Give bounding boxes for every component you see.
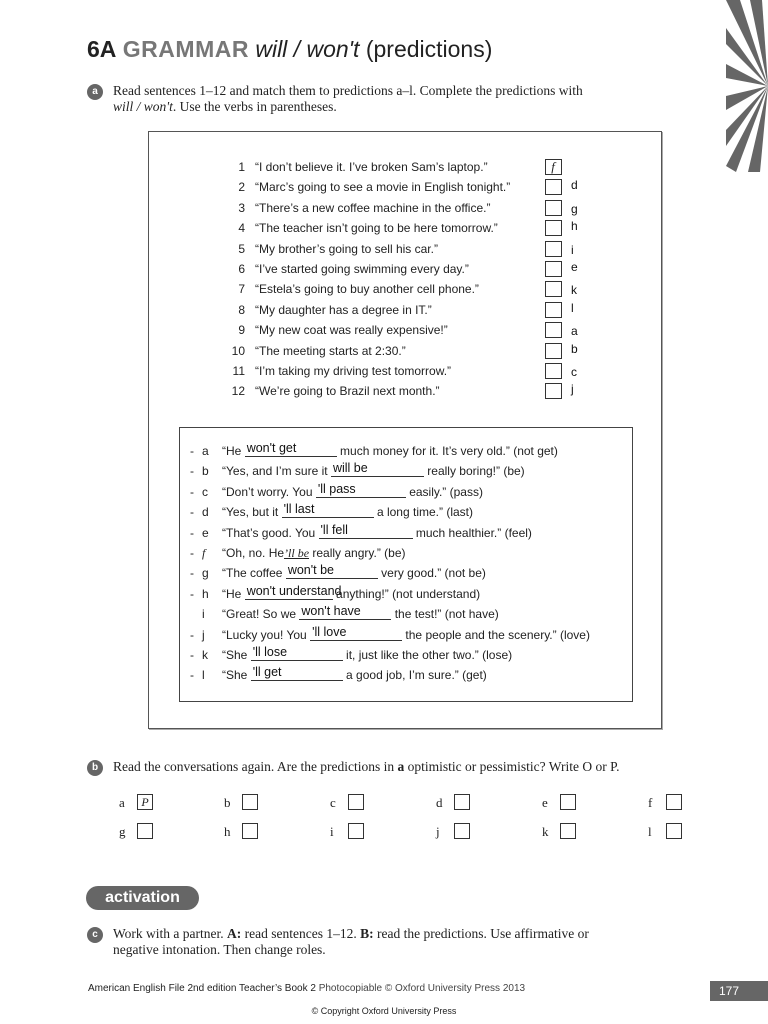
prediction-row (190, 645, 630, 665)
prediction-blank[interactable] (299, 606, 391, 620)
sentence-text: “My new coat was really expensive!” (255, 323, 448, 338)
op-letter: f (648, 795, 653, 810)
sentence-text: “There’s a new coffee machine in the office.” (255, 200, 491, 215)
op-answer-box[interactable] (242, 823, 258, 839)
prediction-answer: 'll love (312, 624, 347, 639)
sentence-row (223, 300, 563, 320)
sentence-row (223, 341, 563, 361)
sentence-text: “My daughter has a degree in IT.” (255, 302, 432, 317)
prediction-letter: g (202, 566, 209, 581)
prediction-blank[interactable] (251, 667, 343, 681)
prediction-letter: a (202, 444, 209, 458)
prediction-before: “He (222, 586, 242, 601)
prediction-before: “She (222, 648, 248, 662)
op-letter: e (542, 795, 548, 810)
instr-b-1: Read the conversations again. Are the predictions in (113, 759, 398, 774)
prediction-letter: b (202, 464, 209, 479)
prediction-dash: - (190, 484, 194, 499)
match-handwritten-answer: c (571, 365, 577, 379)
prediction-after: it, just like the other two.” (lose) (346, 648, 513, 662)
prediction-row (190, 563, 630, 583)
prediction-row (190, 604, 630, 624)
sentence-number: 6 (238, 262, 245, 276)
prediction-answer: 'll lose (252, 645, 288, 659)
prediction-dash: - (190, 668, 194, 683)
op-letter: b (224, 795, 231, 810)
match-checkbox[interactable] (545, 281, 562, 297)
instr-c-line-2: negative intonation. Then change roles. (113, 942, 326, 957)
match-handwritten-answer: g (571, 201, 578, 216)
sentence-number: 8 (238, 302, 245, 317)
op-letter: a (119, 795, 125, 810)
prediction-dash: - (190, 648, 194, 662)
prediction-after: the test!” (not have) (394, 607, 499, 622)
sentence-number: 5 (238, 241, 245, 256)
prediction-blank[interactable] (251, 647, 343, 661)
prediction-after: easily.” (pass) (409, 484, 483, 499)
prediction-letter: j (202, 627, 205, 642)
match-handwritten-answer: e (571, 260, 578, 274)
topic-rest: (predictions) (365, 36, 493, 62)
prediction-after: really angry.” (be) (309, 546, 406, 560)
prediction-answer: 'll last (283, 502, 315, 517)
instr-line-2 (113, 99, 583, 115)
prediction-blank[interactable] (316, 481, 406, 498)
prediction-letter: e (202, 525, 209, 540)
op-item (119, 794, 155, 812)
sentence-number: 1 (238, 160, 245, 174)
op-letter: i (330, 824, 334, 839)
op-answer-box[interactable] (348, 794, 364, 810)
prediction-row (190, 543, 630, 563)
prediction-answer: 'll fell (320, 522, 348, 537)
sentence-number: 3 (238, 200, 245, 215)
sentence-row (223, 320, 563, 340)
prediction-letter: h (202, 586, 209, 601)
prediction-blank[interactable] (245, 443, 337, 457)
prediction-answer: won't get (246, 441, 297, 455)
sentence-text: “Marc’s going to see a movie in English tonight.” (255, 180, 511, 195)
prediction-answer: won't have (301, 604, 361, 619)
instr-b-2: optimistic or pessimistic? Write O or P. (404, 759, 620, 774)
activation-label: activation (86, 886, 199, 910)
sentence-text: “I’m taking my driving test tomorrow.” (255, 364, 452, 378)
prediction-after: a long time.” (last) (376, 505, 473, 520)
prediction-letter: k (202, 648, 208, 662)
prediction-before: “She (222, 668, 248, 683)
match-handwritten-answer: j (571, 382, 574, 397)
op-item (330, 794, 366, 812)
match-checkbox[interactable] (545, 322, 562, 338)
prediction-before: “Yes, but it (222, 505, 279, 520)
prediction-blank[interactable] (286, 565, 378, 579)
sentence-row (223, 157, 563, 177)
prediction-blank[interactable] (331, 463, 424, 477)
match-checkbox[interactable] (545, 241, 562, 257)
prediction-letter: i (202, 607, 205, 622)
prediction-row (190, 665, 630, 685)
page-title (87, 36, 492, 63)
prediction-dash: - (190, 505, 194, 520)
footer-rest: Photocopiable © Oxford University Press 2013 (318, 983, 526, 994)
sentence-row (223, 381, 563, 401)
footer-book: American English File 2nd edition Teacher’s Book 2 (88, 983, 319, 994)
op-answer-box[interactable] (348, 823, 364, 839)
instr-line-1: Read sentences 1–12 and match them to predictions a–l. Complete the predictions with (113, 83, 583, 98)
op-item (330, 823, 366, 841)
sentence-number: 12 (231, 384, 245, 399)
sentence-text: “We’re going to Brazil next month.” (255, 384, 440, 399)
prediction-before: “Oh, no. He (222, 546, 285, 560)
prediction-answer: 'll get (252, 665, 282, 680)
topic-italic: will / won't (255, 36, 360, 62)
prediction-after: very good.” (not be) (381, 566, 486, 581)
prediction-dash: - (190, 444, 194, 458)
prediction-row (190, 625, 630, 645)
op-letter: l (648, 824, 652, 839)
op-item (119, 823, 155, 841)
exercise-b-instructions (113, 759, 620, 775)
op-answer-box[interactable] (666, 823, 682, 839)
sentence-row (223, 361, 563, 381)
prediction-dash: - (190, 464, 194, 479)
match-checkbox[interactable] (545, 261, 562, 277)
prediction-blank[interactable] (319, 522, 413, 539)
prediction-blank[interactable] (282, 504, 374, 518)
match-checkbox[interactable] (545, 363, 562, 379)
sentence-number: 4 (238, 221, 245, 236)
op-item (436, 823, 472, 841)
op-letter: c (330, 795, 336, 810)
prediction-answer: won't understand (246, 583, 342, 598)
prediction-before: “That’s good. You (222, 525, 316, 540)
prediction-before: “Lucky you! You (222, 627, 307, 642)
match-handwritten-answer: d (571, 178, 578, 193)
prediction-letter: c (202, 484, 208, 499)
exercise-b-badge: b (87, 760, 103, 776)
copyright-line: © Copyright Oxford University Press (311, 1006, 457, 1016)
prediction-row (190, 584, 630, 604)
op-letter: h (224, 824, 231, 839)
sunburst-decoration (726, 0, 768, 172)
sentence-text: “The teacher isn’t going to be here tomorrow.” (255, 221, 498, 236)
prediction-after: much money for it. It’s very old.” (not get) (340, 444, 558, 458)
op-answer-box[interactable] (137, 823, 153, 839)
op-item (648, 823, 684, 841)
op-item (224, 794, 260, 812)
sentence-text: “I’ve started going swimming every day.” (255, 262, 469, 276)
op-letter: k (542, 824, 549, 839)
exercise-c-instructions (113, 926, 589, 958)
sentence-row (223, 198, 563, 218)
exercise-a-badge: a (87, 84, 103, 100)
sentence-text: “Estela’s going to buy another cell phone.” (255, 282, 479, 297)
match-handwritten-answer: l (571, 300, 574, 315)
prediction-after: much healthier.” (feel) (415, 525, 532, 540)
prediction-blank[interactable] (245, 583, 342, 600)
prediction-dash: - (190, 566, 194, 581)
sentence-row (223, 279, 563, 299)
instr-rest: . Use the verbs in parentheses. (172, 99, 337, 114)
sentence-text: “My brother’s going to sell his car.” (255, 241, 438, 256)
match-printed-answer: f (551, 159, 555, 174)
sentence-number: 11 (232, 364, 245, 378)
match-handwritten-answer: a (571, 324, 578, 339)
prediction-answer: will be (332, 461, 368, 476)
op-answer-box[interactable]: P (137, 794, 153, 810)
op-answer-box[interactable] (242, 794, 258, 810)
page-number: 177 (710, 981, 768, 1001)
instr-italic: will / won't (113, 99, 173, 114)
match-handwritten-answer: k (571, 283, 577, 298)
prediction-row (190, 482, 630, 502)
prediction-letter: l (202, 668, 205, 683)
sentence-row (223, 239, 563, 259)
op-letter: d (436, 795, 443, 810)
prediction-example-answer: ’ll be (284, 546, 310, 560)
match-checkbox[interactable] (545, 220, 562, 236)
match-checkbox[interactable] (545, 179, 562, 195)
match-checkbox[interactable] (545, 200, 562, 216)
op-answer-box[interactable] (454, 823, 470, 839)
prediction-answer: 'll pass (317, 481, 356, 496)
prediction-row (190, 441, 630, 461)
section-label: GRAMMAR (122, 36, 249, 62)
sentence-row (223, 177, 563, 197)
prediction-after: really boring!” (be) (427, 464, 525, 479)
prediction-before: “Don’t worry. You (222, 484, 313, 499)
op-item (542, 823, 578, 841)
match-handwritten-answer: b (571, 341, 578, 356)
op-item (648, 794, 684, 812)
exercise-a-instructions (113, 83, 583, 115)
footer-credit (88, 983, 525, 994)
op-item (542, 794, 578, 812)
op-letter: g (119, 824, 126, 839)
prediction-row (190, 502, 630, 522)
match-checkbox[interactable] (545, 383, 562, 399)
prediction-blank[interactable] (310, 624, 402, 641)
match-handwritten-answer: h (571, 219, 578, 234)
prediction-after: a good job, I’m sure.” (get) (346, 668, 487, 683)
sentence-number: 7 (238, 282, 245, 297)
prediction-row (190, 461, 630, 481)
prediction-before: “He (222, 444, 242, 458)
op-answer-box[interactable] (560, 794, 576, 810)
match-checkbox[interactable] (545, 343, 562, 359)
prediction-before: “The coffee (222, 566, 283, 581)
sentence-number: 10 (231, 343, 245, 358)
match-handwritten-answer: i (571, 242, 574, 257)
sentence-number: 2 (238, 180, 245, 195)
prediction-dash: - (190, 586, 194, 601)
instr-c-line-1: Work with a partner. A: read sentences 1–12. B: read the predictions. Use affirmative or (113, 926, 589, 941)
op-answer-box[interactable] (560, 823, 576, 839)
op-letter: j (436, 824, 440, 839)
prediction-after: anything!” (not understand) (336, 586, 481, 601)
sentence-number: 9 (238, 323, 245, 338)
sentence-text: “I don’t believe it. I’ve broken Sam’s laptop.” (255, 160, 488, 174)
sentence-text: “The meeting starts at 2:30.” (255, 343, 406, 358)
op-answer-box[interactable] (666, 794, 682, 810)
prediction-dash: - (190, 627, 194, 642)
prediction-dash: - (190, 525, 194, 540)
prediction-dash: - (190, 546, 194, 560)
prediction-before: “Yes, and I’m sure it (222, 464, 328, 479)
prediction-row (190, 523, 630, 543)
op-answer-box[interactable] (454, 794, 470, 810)
sentence-row (223, 218, 563, 238)
sentence-row (223, 259, 563, 279)
exercise-c-badge: c (87, 927, 103, 943)
prediction-answer: won't be (287, 563, 334, 578)
prediction-letter: d (202, 505, 209, 520)
prediction-letter-struck: f (202, 546, 206, 560)
prediction-before: “Great! So we (222, 607, 297, 622)
prediction-letter (202, 543, 222, 563)
instr-b-bold: a (397, 759, 405, 774)
prediction-after: the people and the scenery.” (love) (405, 627, 590, 642)
unit-number: 6A (87, 36, 117, 62)
op-item (224, 823, 260, 841)
op-item (436, 794, 472, 812)
match-checkbox[interactable] (545, 302, 562, 318)
